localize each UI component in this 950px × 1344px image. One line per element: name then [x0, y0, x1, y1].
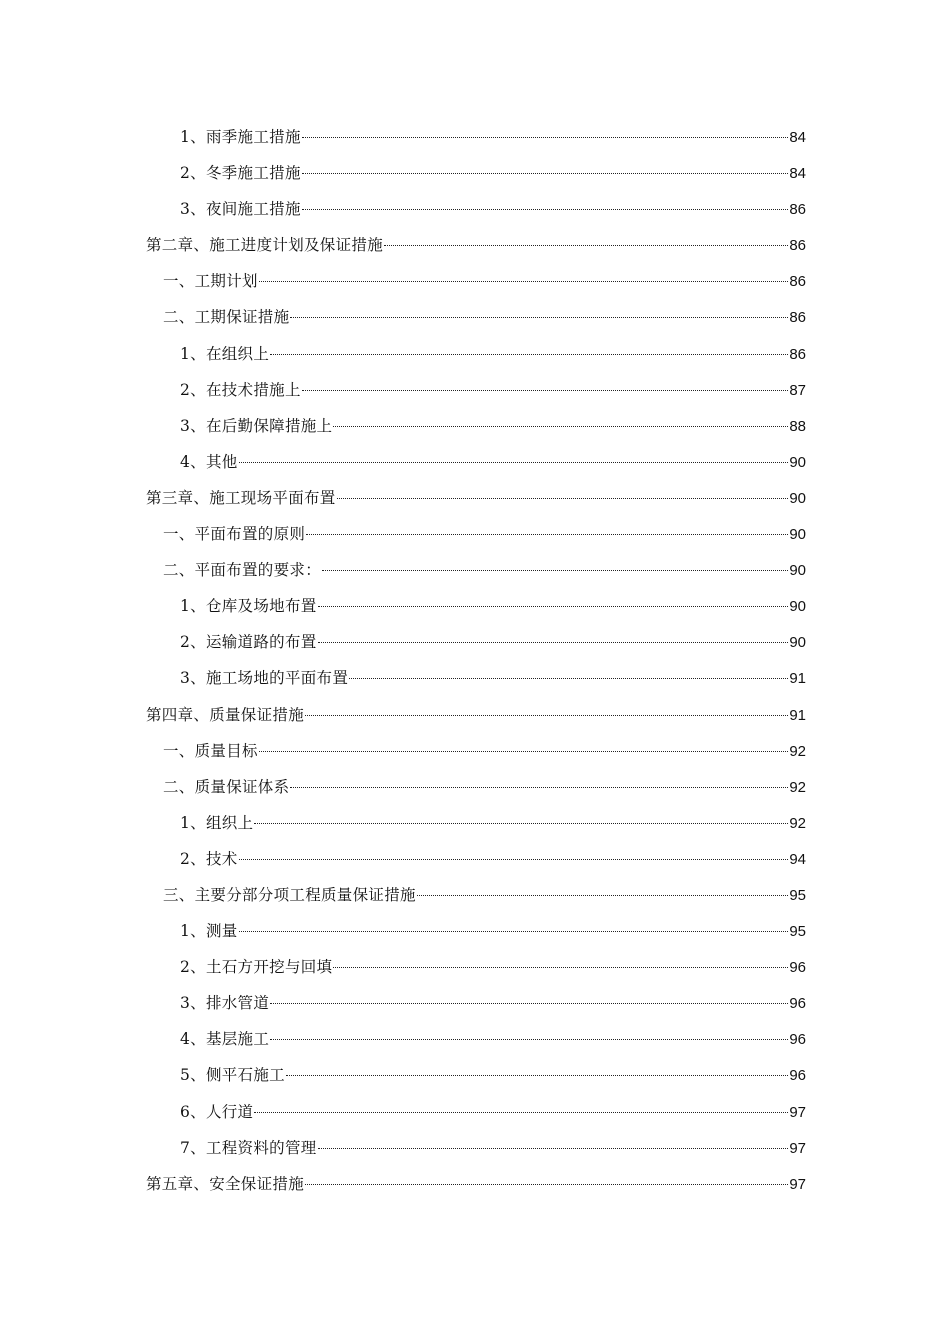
- toc-entry-title: 2、土石方开挖与回填: [180, 958, 333, 977]
- toc-entry-title: 3、施工场地的平面布置: [180, 669, 349, 688]
- toc-page-number: 91: [789, 706, 806, 724]
- toc-entry[interactable]: [146, 155, 806, 191]
- dot-leader: [270, 1003, 788, 1004]
- toc-entry-title: 3、夜间施工措施: [180, 200, 301, 219]
- toc-page-number: 90: [789, 489, 806, 507]
- toc-entry[interactable]: [146, 588, 806, 624]
- toc-entry-title: 1、测量: [180, 922, 238, 941]
- toc-entry-title: 6、人行道: [180, 1102, 254, 1121]
- toc-entry[interactable]: [146, 444, 806, 480]
- toc-entry-title: 1、雨季施工措施: [180, 128, 301, 146]
- toc-entry-title: 二、工期保证措施: [163, 308, 290, 327]
- toc-page-number: 87: [789, 381, 806, 399]
- toc-page-number: 90: [789, 598, 806, 616]
- toc-entry-title: 一、平面布置的原则: [163, 525, 306, 544]
- toc-page-number: 86: [789, 309, 806, 327]
- toc-entry[interactable]: [146, 913, 806, 949]
- toc-entry[interactable]: [146, 1166, 806, 1202]
- toc-entry[interactable]: [146, 985, 806, 1021]
- dot-leader: [318, 642, 789, 643]
- toc-entry-title: 2、在技术措施上: [180, 380, 301, 399]
- toc-entry-title: 一、质量目标: [163, 741, 258, 760]
- toc-entry[interactable]: [146, 263, 806, 299]
- toc-entry-title: 三、主要分部分项工程质量保证措施: [163, 885, 416, 904]
- toc-page-number: 97: [789, 1103, 806, 1121]
- toc-entry[interactable]: [146, 949, 806, 985]
- toc-page-number: 84: [789, 129, 806, 146]
- dot-leader: [384, 245, 788, 246]
- dot-leader: [259, 281, 789, 282]
- toc-entry-title: 3、排水管道: [180, 994, 270, 1013]
- toc-entry[interactable]: [146, 119, 806, 155]
- toc-entry[interactable]: [146, 1021, 806, 1057]
- dot-leader: [302, 137, 789, 138]
- dot-leader: [259, 751, 789, 752]
- toc-entry-title: 1、仓库及场地布置: [180, 597, 317, 616]
- toc-page-number: 90: [789, 526, 806, 544]
- toc-entry[interactable]: [146, 480, 806, 516]
- toc-page-number: 91: [789, 670, 806, 688]
- dot-leader: [290, 317, 788, 318]
- dot-leader: [239, 931, 789, 932]
- toc-entry-title: 2、冬季施工措施: [180, 164, 301, 183]
- toc-entry[interactable]: [146, 372, 806, 408]
- dot-leader: [318, 606, 789, 607]
- toc-page-number: 90: [789, 634, 806, 652]
- dot-leader: [290, 787, 788, 788]
- toc-page-number: 86: [789, 201, 806, 219]
- dot-leader: [318, 1148, 789, 1149]
- dot-leader: [270, 354, 788, 355]
- dot-leader: [302, 390, 789, 391]
- toc-page-number: 97: [789, 1175, 806, 1193]
- toc-entry[interactable]: [146, 191, 806, 227]
- toc-entry[interactable]: [146, 552, 806, 588]
- toc-entry[interactable]: [146, 1130, 806, 1166]
- toc-entry-title: 第二章、施工进度计划及保证措施: [146, 236, 384, 255]
- toc-entry[interactable]: [146, 805, 806, 841]
- toc-entry-title: 第五章、安全保证措施: [146, 1174, 305, 1193]
- toc-page-number: 96: [789, 1067, 806, 1085]
- toc-entry-title: 4、其他: [180, 452, 238, 471]
- toc-entry[interactable]: [146, 299, 806, 335]
- dot-leader: [270, 1039, 788, 1040]
- toc-page-number: 90: [789, 562, 806, 580]
- toc-page-number: 97: [789, 1139, 806, 1157]
- toc-entry[interactable]: [146, 336, 806, 372]
- toc-page-number: 92: [789, 778, 806, 796]
- dot-leader: [337, 498, 789, 499]
- toc-entry[interactable]: [146, 1094, 806, 1130]
- dot-leader: [302, 209, 789, 210]
- dot-leader: [306, 534, 788, 535]
- toc-page-number: 92: [789, 742, 806, 760]
- toc-entry[interactable]: [146, 660, 806, 696]
- dot-leader: [305, 1184, 788, 1185]
- dot-leader: [417, 895, 789, 896]
- dot-leader: [333, 967, 788, 968]
- toc-entry[interactable]: [146, 697, 806, 733]
- toc-entry-title: 1、组织上: [180, 813, 254, 832]
- toc-page-number: 86: [789, 273, 806, 291]
- toc-page-number: 96: [789, 959, 806, 977]
- dot-leader: [286, 1075, 788, 1076]
- toc-entry-title: 第三章、施工现场平面布置: [146, 488, 336, 507]
- toc-entry[interactable]: [146, 408, 806, 444]
- toc-entry[interactable]: [146, 769, 806, 805]
- toc-entry-title: 2、技术: [180, 849, 238, 868]
- toc-entry-title: 3、在后勤保障措施上: [180, 416, 333, 435]
- dot-leader: [239, 859, 789, 860]
- toc-entry-title: 2、运输道路的布置: [180, 633, 317, 652]
- dot-leader: [333, 426, 788, 427]
- toc-entry[interactable]: [146, 1057, 806, 1093]
- dot-leader: [302, 173, 789, 174]
- toc-page-number: 95: [789, 923, 806, 941]
- toc-page-number: 95: [789, 886, 806, 904]
- toc-page-number: 84: [789, 165, 806, 183]
- toc-entry[interactable]: [146, 841, 806, 877]
- toc-entry[interactable]: [146, 227, 806, 263]
- table-of-contents: [146, 119, 806, 1202]
- toc-page-number: 94: [789, 850, 806, 868]
- toc-entry-title: 一、工期计划: [163, 272, 258, 291]
- toc-entry-title: 二、平面布置的要求：: [163, 561, 322, 580]
- toc-page-number: 86: [789, 345, 806, 363]
- toc-page-number: 90: [789, 453, 806, 471]
- toc-entry-title: 5、侧平石施工: [180, 1066, 285, 1085]
- toc-page-number: 96: [789, 995, 806, 1013]
- toc-page-number: 86: [789, 237, 806, 255]
- toc-entry-title: 二、质量保证体系: [163, 777, 290, 796]
- toc-entry-title: 4、基层施工: [180, 1030, 270, 1049]
- dot-leader: [349, 678, 788, 679]
- toc-page-number: 88: [789, 417, 806, 435]
- dot-leader: [254, 1112, 788, 1113]
- dot-leader: [254, 823, 788, 824]
- dot-leader: [322, 570, 788, 571]
- toc-entry-title: 7、工程资料的管理: [180, 1138, 317, 1157]
- toc-entry[interactable]: [146, 733, 806, 769]
- toc-entry-title: 1、在组织上: [180, 344, 270, 363]
- toc-entry[interactable]: [146, 624, 806, 660]
- toc-page-number: 96: [789, 1031, 806, 1049]
- dot-leader: [239, 462, 789, 463]
- dot-leader: [305, 715, 788, 716]
- toc-entry-title: 第四章、质量保证措施: [146, 705, 305, 724]
- toc-entry[interactable]: [146, 516, 806, 552]
- toc-page-number: 92: [789, 814, 806, 832]
- toc-entry[interactable]: [146, 877, 806, 913]
